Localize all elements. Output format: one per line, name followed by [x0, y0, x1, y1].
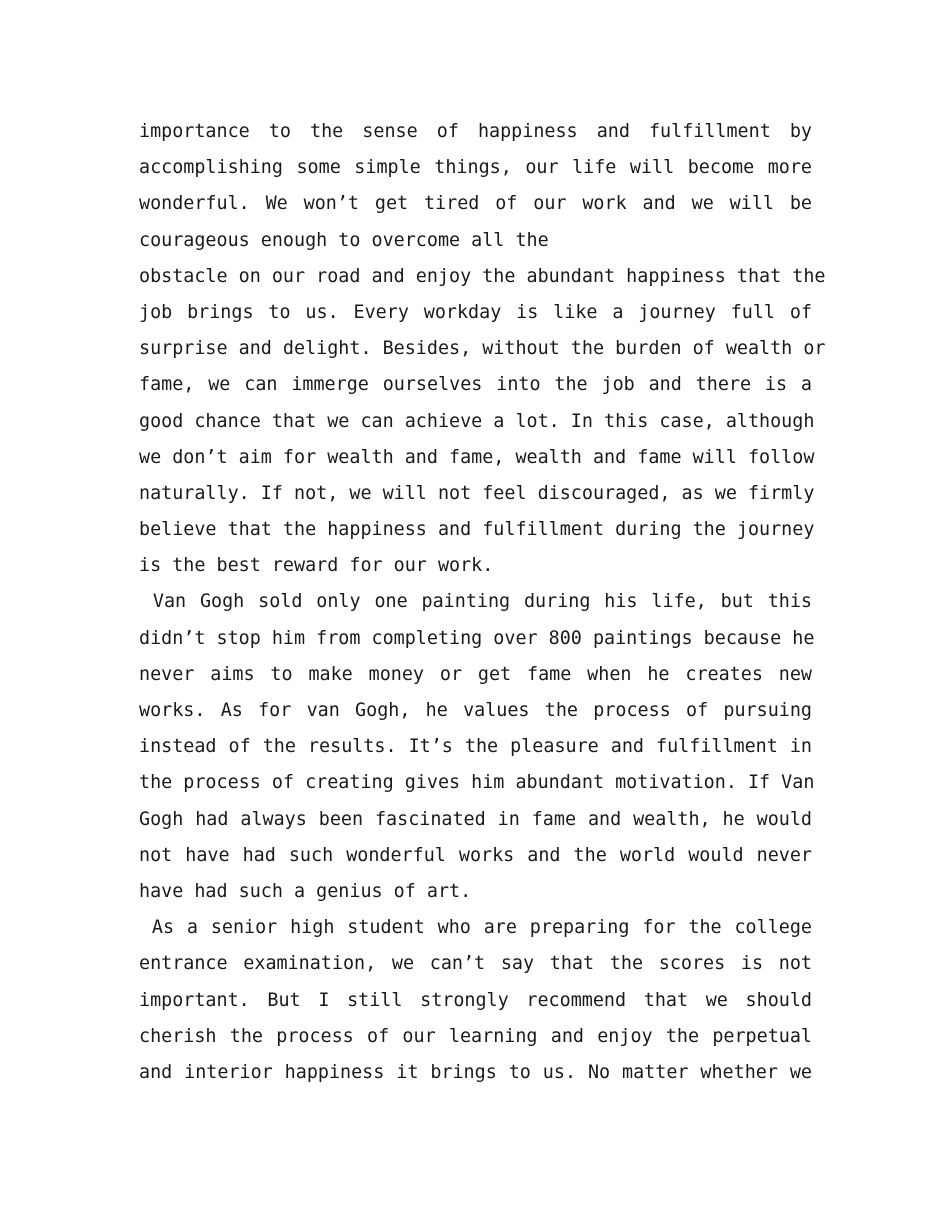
text-line: fame, we can immerge ourselves into the job and there is a — [139, 374, 812, 396]
paragraph — [139, 910, 812, 1091]
text-line: didn’t stop him from completing over 800 paintings because he — [139, 627, 815, 649]
text-line: believe that the happiness and fulfillment during the journey — [139, 519, 815, 541]
text-line: surprise and delight. Besides, without the burden of wealth or — [139, 338, 826, 360]
text-line: Gogh had always been fascinated in fame and wealth, he would — [139, 808, 812, 830]
text-line: wonderful. We won’t get tired of our work and we will be — [139, 193, 812, 215]
text-line: Van Gogh sold only one painting during his life, but this — [139, 591, 812, 613]
paragraph — [139, 114, 812, 259]
text-line: instead of the results. It’s the pleasure and fulfillment in — [139, 736, 812, 758]
text-line: and interior happiness it brings to us. No matter whether we — [139, 1061, 812, 1083]
text-line: accomplishing some simple things, our life will become more — [139, 157, 812, 179]
paragraph — [139, 584, 815, 910]
text-line: entrance examination, we can’t say that the scores is not — [139, 953, 812, 975]
text-line: courageous enough to overcome all the — [139, 229, 549, 251]
text-line: naturally. If not, we will not feel discouraged, as we firmly — [139, 482, 815, 504]
text-line: important. But I still strongly recommend that we should — [139, 989, 812, 1011]
text-line: we don’t aim for wealth and fame, wealth and fame will follow — [139, 446, 815, 468]
document-body — [139, 114, 826, 1091]
paragraph — [139, 259, 826, 585]
text-line: have had such a genius of art. — [139, 880, 472, 902]
text-line: job brings to us. Every workday is like a journey full of — [139, 301, 812, 323]
text-line: cherish the process of our learning and enjoy the perpetual — [139, 1025, 812, 1047]
text-line: As a senior high student who are preparing for the college — [139, 917, 812, 939]
text-line: not have had such wonderful works and the world would never — [139, 844, 812, 866]
text-line: never aims to make money or get fame when he creates new — [139, 663, 812, 685]
text-line: the process of creating gives him abundant motivation. If Van — [139, 772, 815, 794]
text-line: importance to the sense of happiness and fulfillment by — [139, 121, 812, 142]
text-line: obstacle on our road and enjoy the abundant happiness that the — [139, 265, 826, 287]
text-line: works. As for van Gogh, he values the process of pursuing — [139, 700, 812, 721]
text-line: good chance that we can achieve a lot. In this case, although — [139, 410, 815, 432]
text-line: is the best reward for our work. — [139, 555, 494, 577]
